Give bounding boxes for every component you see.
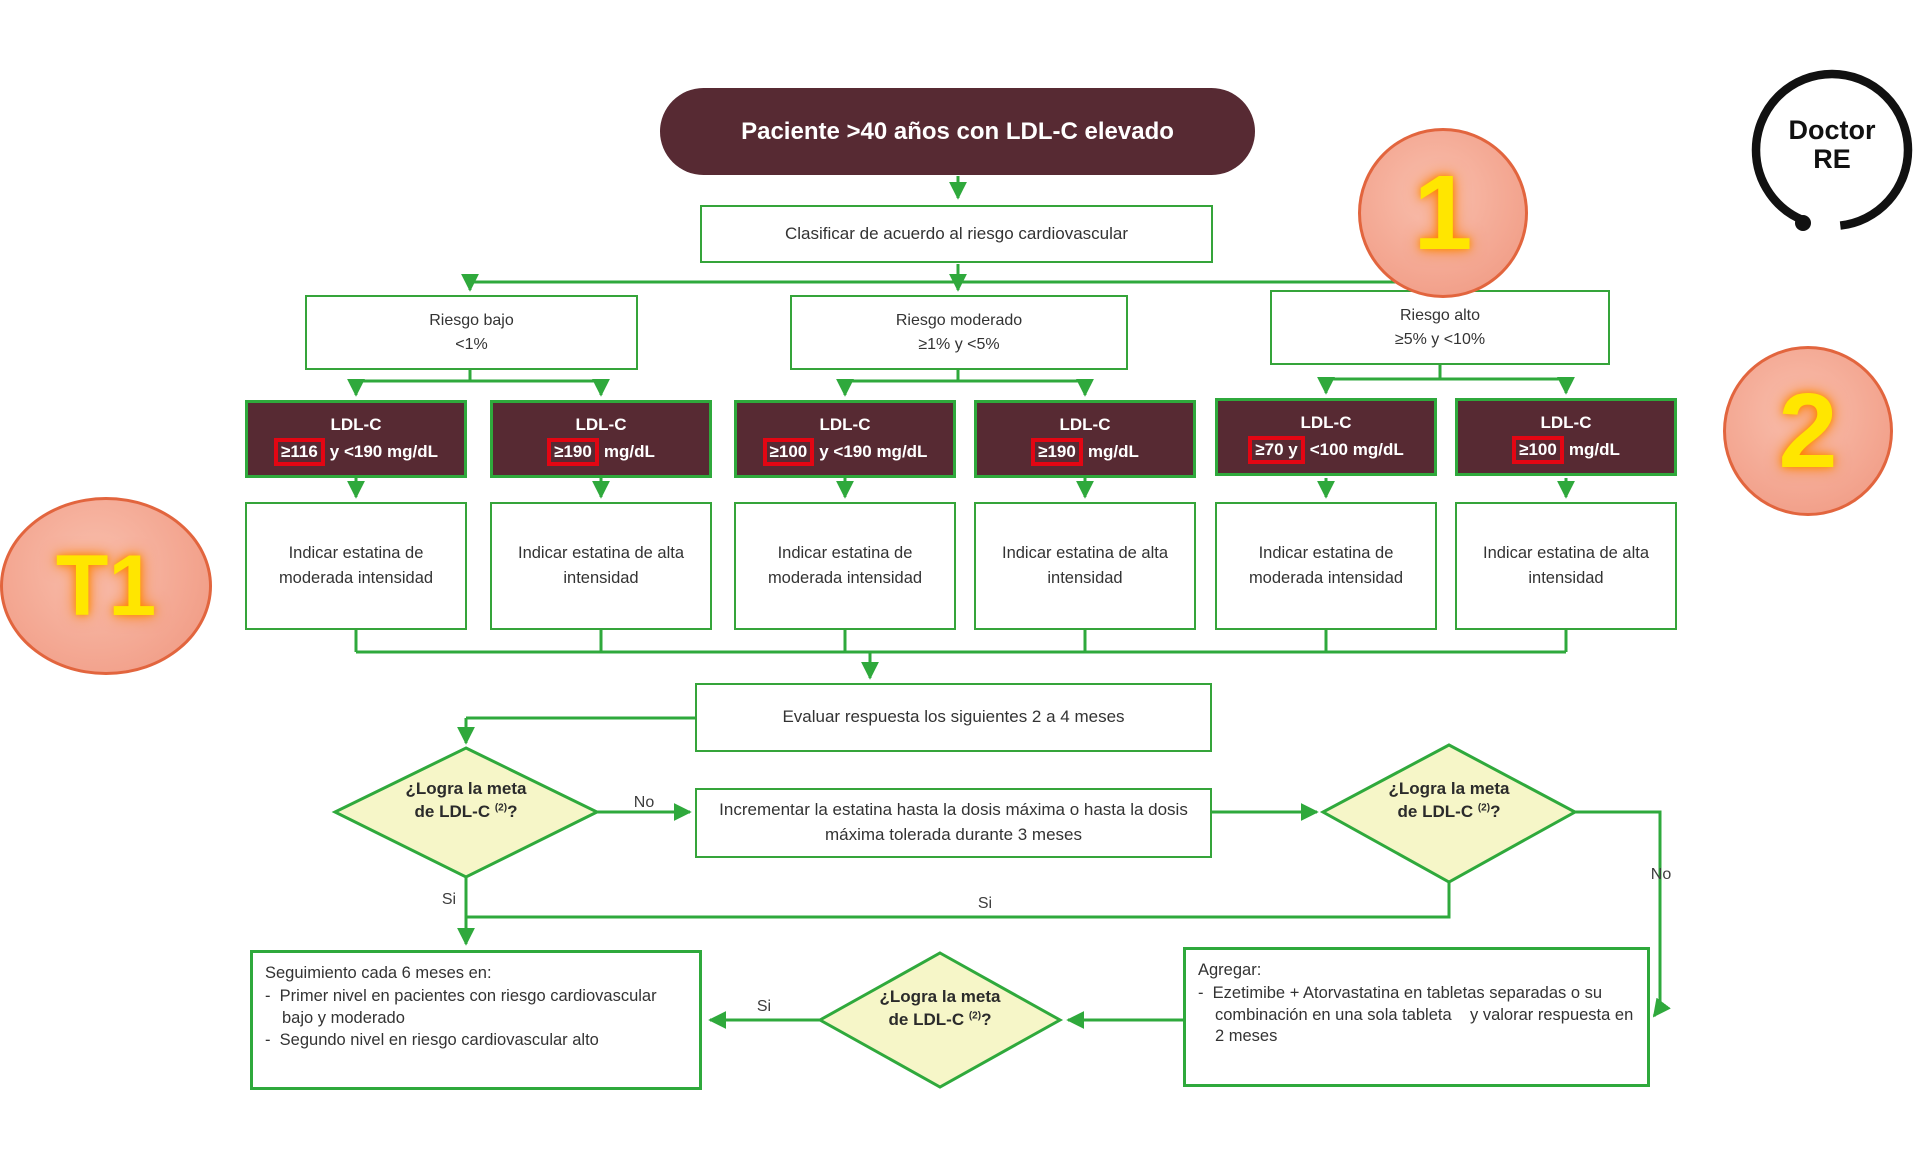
ldl-5-title: LDL-C bbox=[1300, 413, 1352, 433]
ldl-5-highlight: ≥70 y bbox=[1248, 436, 1304, 464]
goal-line2: de LDL-C $^{(2)}$? bbox=[414, 801, 518, 821]
add-therapy-title: Agregar: bbox=[1198, 961, 1262, 979]
label-no-1: No bbox=[633, 794, 655, 811]
decision-text-bottom bbox=[830, 986, 1050, 1032]
statin-4-text: Indicar estatina de alta intensidad bbox=[1001, 544, 1169, 587]
risk-high-line2: ≥5% y <10% bbox=[1394, 330, 1486, 348]
goal-line1: ¿Logra la meta bbox=[405, 779, 527, 798]
ldl-node-3 bbox=[734, 400, 956, 478]
ldl-4-highlight: ≥190 bbox=[1031, 438, 1083, 466]
ldl-6-highlight: ≥100 bbox=[1512, 436, 1564, 464]
logo-stethoscope-tip-icon bbox=[1795, 215, 1811, 231]
followup-item-2: - Segundo nivel en riesgo cardiovascular alto bbox=[265, 1031, 599, 1050]
risk-node-high bbox=[1270, 290, 1610, 365]
risk-moderate-line1: Riesgo moderado bbox=[895, 312, 1023, 330]
ldl-node-1 bbox=[245, 400, 467, 478]
label-si-1: Si bbox=[441, 891, 457, 908]
annotation-1-text: 1 bbox=[1413, 153, 1473, 272]
add-therapy-item-1: - Ezetimibe + Atorvastatina en tabletas separadas o su combinación en una sola tableta y valorar respuesta en 2 meses bbox=[1198, 983, 1638, 1046]
ldl-6-title: LDL-C bbox=[1540, 413, 1592, 433]
logo-line1: Doctor bbox=[1788, 115, 1876, 145]
statin-node-1 bbox=[245, 502, 467, 630]
ldl-2-highlight: ≥190 bbox=[547, 438, 599, 466]
statin-node-3 bbox=[734, 502, 956, 630]
risk-low-line2: <1% bbox=[455, 335, 488, 353]
followup-title: Seguimiento cada 6 meses en: bbox=[265, 964, 492, 982]
label-si-3: Si bbox=[756, 998, 772, 1015]
risk-moderate-line2: ≥1% y <5% bbox=[918, 335, 1000, 353]
ldl-node-5 bbox=[1215, 398, 1437, 476]
ldl-1-highlight: ≥116 bbox=[274, 438, 325, 466]
risk-high-line1: Riesgo alto bbox=[1399, 307, 1481, 325]
ldl-5-value bbox=[1248, 436, 1403, 464]
goal-line2: de LDL-C $^{(2)}$? bbox=[1397, 801, 1501, 821]
label-no-2: No bbox=[1650, 866, 1672, 883]
title-text: Paciente >40 años con LDL-C elevado bbox=[741, 117, 1174, 145]
classify-node bbox=[700, 205, 1213, 263]
title-node bbox=[660, 88, 1255, 175]
statin-node-2 bbox=[490, 502, 712, 630]
classify-text: Clasificar de acuerdo al riesgo cardiovascular bbox=[785, 223, 1128, 243]
statin-2-text: Indicar estatina de alta intensidad bbox=[517, 544, 685, 587]
ldl-3-highlight: ≥100 bbox=[763, 438, 815, 466]
ldl-node-4 bbox=[974, 400, 1196, 478]
statin-1-text: Indicar estatina de moderada intensidad bbox=[278, 544, 434, 587]
ldl-1-value bbox=[274, 438, 438, 466]
statin-6-text: Indicar estatina de alta intensidad bbox=[1482, 544, 1650, 587]
add-therapy-node bbox=[1183, 947, 1650, 1087]
ldl-node-2 bbox=[490, 400, 712, 478]
annotation-t1-text: T1 bbox=[55, 537, 157, 634]
statin-node-4 bbox=[974, 502, 1196, 630]
ldl-1-rest: y <190 mg/dL bbox=[329, 441, 438, 461]
annotation-circle-t1 bbox=[0, 497, 212, 675]
goal-line1: ¿Logra la meta bbox=[1388, 779, 1510, 798]
ldl-4-title: LDL-C bbox=[1059, 415, 1111, 435]
statin-node-5 bbox=[1215, 502, 1437, 630]
decision-text-right bbox=[1339, 778, 1559, 824]
followup-node bbox=[250, 950, 702, 1090]
ldl-3-title: LDL-C bbox=[819, 415, 871, 435]
logo-text bbox=[1762, 116, 1902, 174]
risk-low-line1: Riesgo bajo bbox=[429, 312, 514, 330]
evaluate-node bbox=[695, 683, 1212, 752]
goal-line1: ¿Logra la meta bbox=[879, 987, 1001, 1006]
annotation-circle-2 bbox=[1723, 346, 1893, 516]
goal-line2: de LDL-C $^{(2)}$? bbox=[888, 1009, 992, 1029]
ldl-node-6 bbox=[1455, 398, 1677, 476]
label-si-2: Si bbox=[977, 895, 993, 912]
ldl-4-value bbox=[1031, 438, 1139, 466]
increase-statin-node bbox=[695, 788, 1212, 858]
ldl-2-title: LDL-C bbox=[575, 415, 627, 435]
ldl-6-value bbox=[1512, 436, 1620, 464]
statin-5-text: Indicar estatina de moderada intensidad bbox=[1248, 544, 1404, 587]
ldl-6-rest: mg/dL bbox=[1568, 439, 1620, 459]
increase-statin-text: Incrementar la estatina hasta la dosis máxima o hasta la dosis máxima tolerada durante 3 meses bbox=[719, 800, 1188, 844]
followup-item-1: - Primer nivel en pacientes con riesgo cardiovascular bajo y moderado bbox=[265, 986, 662, 1027]
ldl-3-value bbox=[763, 438, 928, 466]
ldl-1-title: LDL-C bbox=[330, 415, 382, 435]
ldl-5-rest: <100 mg/dL bbox=[1309, 439, 1404, 459]
ldl-2-value bbox=[547, 438, 655, 466]
risk-node-low bbox=[305, 295, 638, 370]
decision-text-left bbox=[356, 778, 576, 824]
statin-node-6 bbox=[1455, 502, 1677, 630]
ldl-3-rest: y <190 mg/dL bbox=[819, 441, 928, 461]
statin-3-text: Indicar estatina de moderada intensidad bbox=[767, 544, 923, 587]
ldl-4-rest: mg/dL bbox=[1087, 441, 1139, 461]
logo-line2: RE bbox=[1813, 144, 1851, 175]
ldl-2-rest: mg/dL bbox=[603, 441, 655, 461]
risk-node-moderate bbox=[790, 295, 1128, 370]
annotation-circle-1 bbox=[1358, 128, 1528, 298]
evaluate-text: Evaluar respuesta los siguientes 2 a 4 meses bbox=[782, 707, 1125, 727]
annotation-2-text: 2 bbox=[1778, 371, 1838, 490]
